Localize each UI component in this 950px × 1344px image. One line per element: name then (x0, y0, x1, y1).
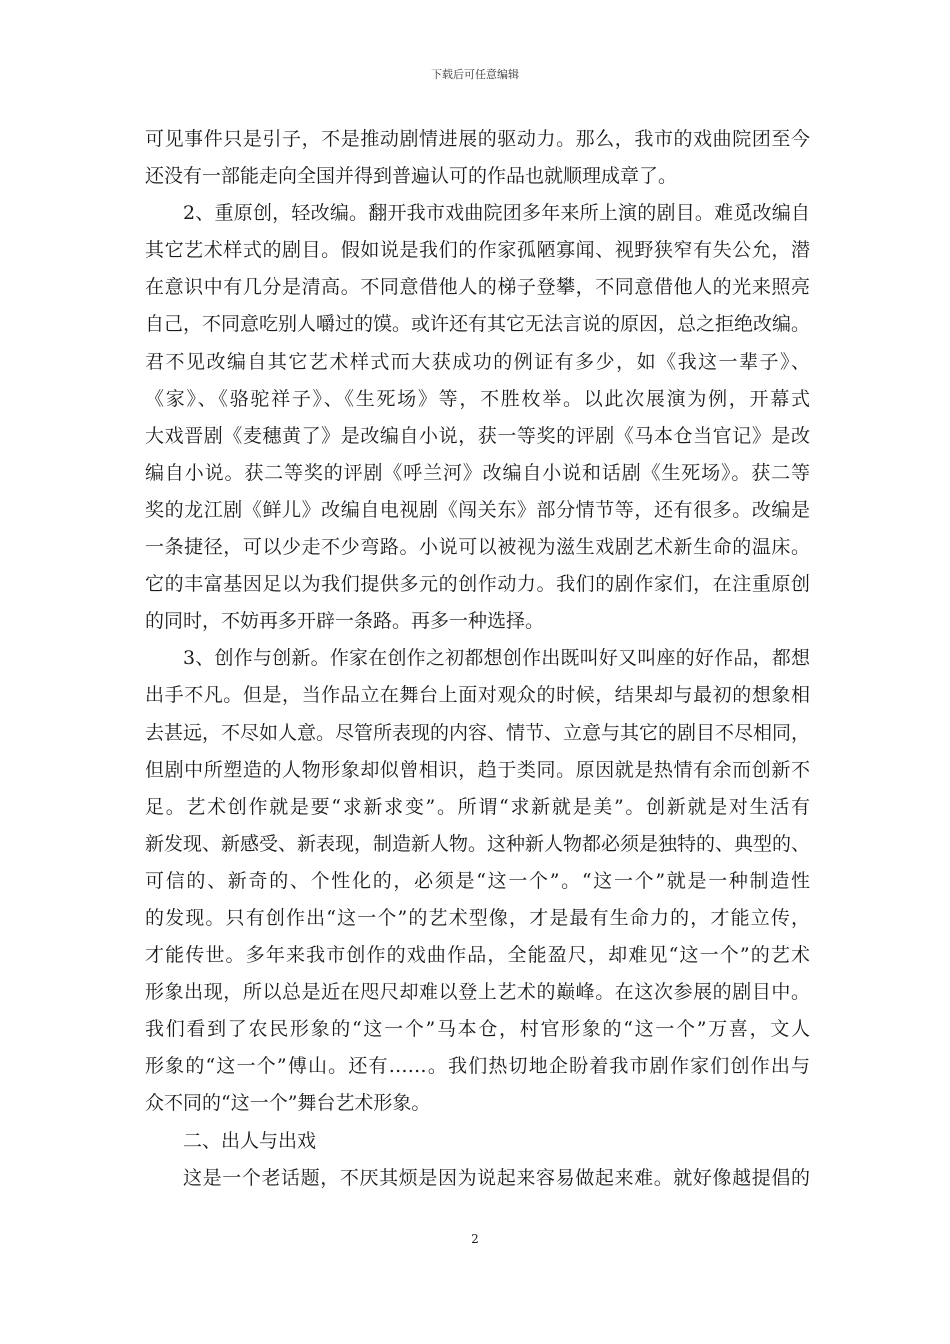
text-line: 可信的、新奇的、个性化的，必须是“这一个”。“这一个”就是一种制造性 (145, 869, 810, 892)
document-body (145, 121, 810, 1197)
text-line: 的同时，不妨再多开辟一条路。再多一种选择。 (145, 610, 545, 633)
text-line: 编自小说。获二等奖的评剧《呼兰河》改编自小说和话剧《生死场》。获二等 (145, 461, 810, 484)
text-line: 形象的“这一个”傅山。还有……。我们热切地企盼着我市剧作家们创作出与 (145, 1055, 810, 1078)
text-line: 我们看到了农民形象的“这一个”马本仓，村官形象的“这一个”万喜，文人 (145, 1018, 810, 1041)
text-line: 出手不凡。但是，当作品立在舞台上面对观众的时候，结果却与最初的想象相 (145, 684, 810, 707)
text-line: 它的丰富基因足以为我们提供多元的创作动力。我们的剧作家们，在注重原创 (145, 573, 810, 596)
text-line: 一条捷径，可以少走不少弯路。小说可以被视为滋生戏剧艺术新生命的温床。 (145, 536, 810, 559)
text-line: 足。艺术创作就是要“求新求变”。所谓“求新就是美”。创新就是对生活有 (145, 795, 810, 818)
text-line: 3、创作与创新。作家在创作之初都想创作出既叫好又叫座的好作品，都想 (183, 647, 810, 670)
text-line: 2、重原创，轻改编。翻开我市戏曲院团多年来所上演的剧目。难觅改编自 (183, 202, 810, 225)
text-line: 在意识中有几分是清高。不同意借他人的梯子登攀，不同意借他人的光来照亮 (145, 276, 810, 299)
page-header: 下载后可任意编辑 (431, 68, 519, 81)
text-line: 新发现、新感受、新表现，制造新人物。这种新人物都必须是独特的、典型的、 (145, 832, 811, 855)
text-line: 二、出人与出戏 (183, 1129, 317, 1152)
text-line: 其它艺术样式的剧目。假如说是我们的作家孤陋寡闻、视野狭窄有失公允，潜 (145, 239, 810, 262)
text-line: 众不同的“这一个”舞台艺术形象。 (145, 1092, 431, 1115)
text-line: 的发现。只有创作出“这一个”的艺术型像，才是最有生命力的，才能立传， (145, 906, 810, 929)
text-line: 才能传世。多年来我市创作的戏曲作品，全能盈尺，却难见“这一个”的艺术 (145, 944, 810, 967)
text-line: 这是一个老话题，不厌其烦是因为说起来容易做起来难。就好像越提倡的 (183, 1166, 810, 1189)
text-line: 奖的龙江剧《鲜儿》改编自电视剧《闯关东》部分情节等，还有很多。改编是 (145, 498, 810, 521)
page-number: 2 (471, 1232, 479, 1246)
text-line: 《家》、《骆驼祥子》、《生死场》等，不胜枚举。以此次展演为例，开幕式 (145, 387, 810, 410)
text-line: 大戏晋剧《麦穗黄了》是改编自小说，获一等奖的评剧《马本仓当官记》是改 (145, 424, 810, 447)
text-line: 可见事件只是引子，不是推动剧情进展的驱动力。那么，我市的戏曲院团至今 (145, 128, 810, 150)
text-line: 自己，不同意吃别人嚼过的馍。或许还有其它无法言说的原因，总之拒绝改编。 (145, 313, 811, 336)
text-line: 但剧中所塑造的人物形象却似曾相识，趋于类同。原因就是热情有余而创新不 (145, 758, 810, 781)
text-line: 去甚远，不尽如人意。尽管所表现的内容、情节、立意与其它的剧目不尽相同， (145, 721, 811, 744)
text-line: 君不见改编自其它艺术样式而大获成功的例证有多少，如《我这一辈子》、 (145, 350, 810, 373)
text-line: 还没有一部能走向全国并得到普遍认可的作品也就顺理成章了。 (145, 165, 678, 188)
text-line: 形象出现，所以总是近在咫尺却难以登上艺术的巅峰。在这次参展的剧目中。 (145, 981, 810, 1004)
